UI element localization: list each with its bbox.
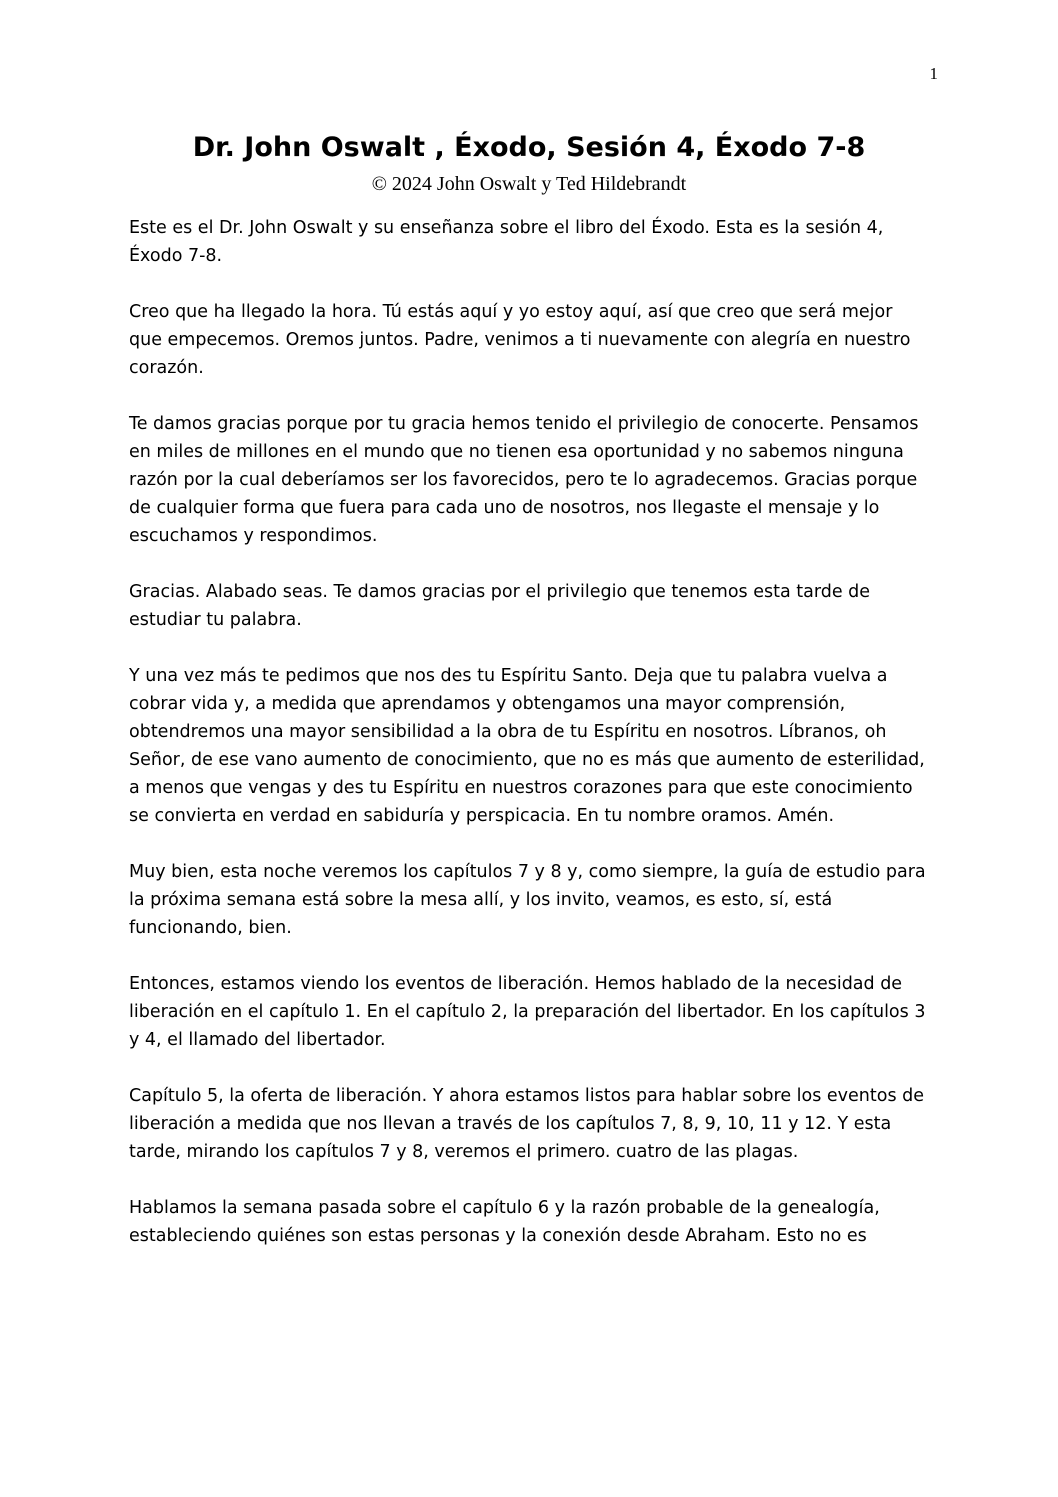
paragraph: Te damos gracias porque por tu gracia hemos tenido el privilegio de conocerte. Pensamos en miles de millones en el mundo que no tienen esa oportunidad y no sabemos ninguna razón por la cual deberíamos ser los favorecidos, pero te lo agradecemos. Gracias porque de cualquier forma que fuera para cada uno de nosotros, nos llegaste el mensaje y lo escuchamos y respondimos. bbox=[129, 414, 919, 546]
paragraph: Capítulo 5, la oferta de liberación. Y ahora estamos listos para hablar sobre los eventos de liberación a medida que nos llevan a través de los capítulos 7, 8, 9, 10, 11 y 12. Y esta tarde, mirando los capítulos 7 y 8, veremos el primero. cuatro de las plagas. bbox=[129, 1086, 925, 1162]
paragraph: Este es el Dr. John Oswalt y su enseñanza sobre el libro del Éxodo. Esta es la sesión 4, Éxodo 7-8. bbox=[129, 218, 884, 266]
document-body bbox=[129, 214, 929, 1278]
paragraph: Creo que ha llegado la hora. Tú estás aquí y yo estoy aquí, así que creo que será mejor que empecemos. Oremos juntos. Padre, venimos a ti nuevamente con alegría en nuestro corazón. bbox=[129, 302, 911, 378]
paragraph: Hablamos la semana pasada sobre el capítulo 6 y la razón probable de la genealogía, estableciendo quiénes son estas personas y la conexión desde Abraham. Esto no es bbox=[129, 1198, 880, 1246]
paragraph: Gracias. Alabado seas. Te damos gracias por el privilegio que tenemos esta tarde de estudiar tu palabra. bbox=[129, 582, 871, 630]
document-title: Dr. John Oswalt , Éxodo, Sesión 4, Éxodo 7-8 bbox=[192, 132, 866, 163]
paragraph: Y una vez más te pedimos que nos des tu Espíritu Santo. Deja que tu palabra vuelva a cobrar vida y, a medida que aprendamos y obtengamos una mayor comprensión, obtendremos una mayor sensibilidad a la obra de tu Espíritu en nosotros. Líbranos, oh Señor, de ese vano aumento de conocimiento, que no es más que aumento de esterilidad, a menos que vengas y des tu Espíritu en nuestros corazones para que este conocimiento se convierta en verdad en sabiduría y perspicacia. En tu nombre oramos. Amén. bbox=[129, 666, 925, 826]
paragraph: Entonces, estamos viendo los eventos de liberación. Hemos hablado de la necesidad de liberación en el capítulo 1. En el capítulo 2, la preparación del libertador. En los capítulos 3 y 4, el llamado del libertador. bbox=[129, 974, 926, 1050]
page-number: 1 bbox=[929, 64, 938, 83]
copyright-line: © 2024 John Oswalt y Ted Hildebrandt bbox=[371, 173, 687, 195]
paragraph: Muy bien, esta noche veremos los capítulos 7 y 8 y, como siempre, la guía de estudio para la próxima semana está sobre la mesa allí, y los invito, veamos, es esto, sí, está funcionando, bien. bbox=[129, 862, 926, 938]
